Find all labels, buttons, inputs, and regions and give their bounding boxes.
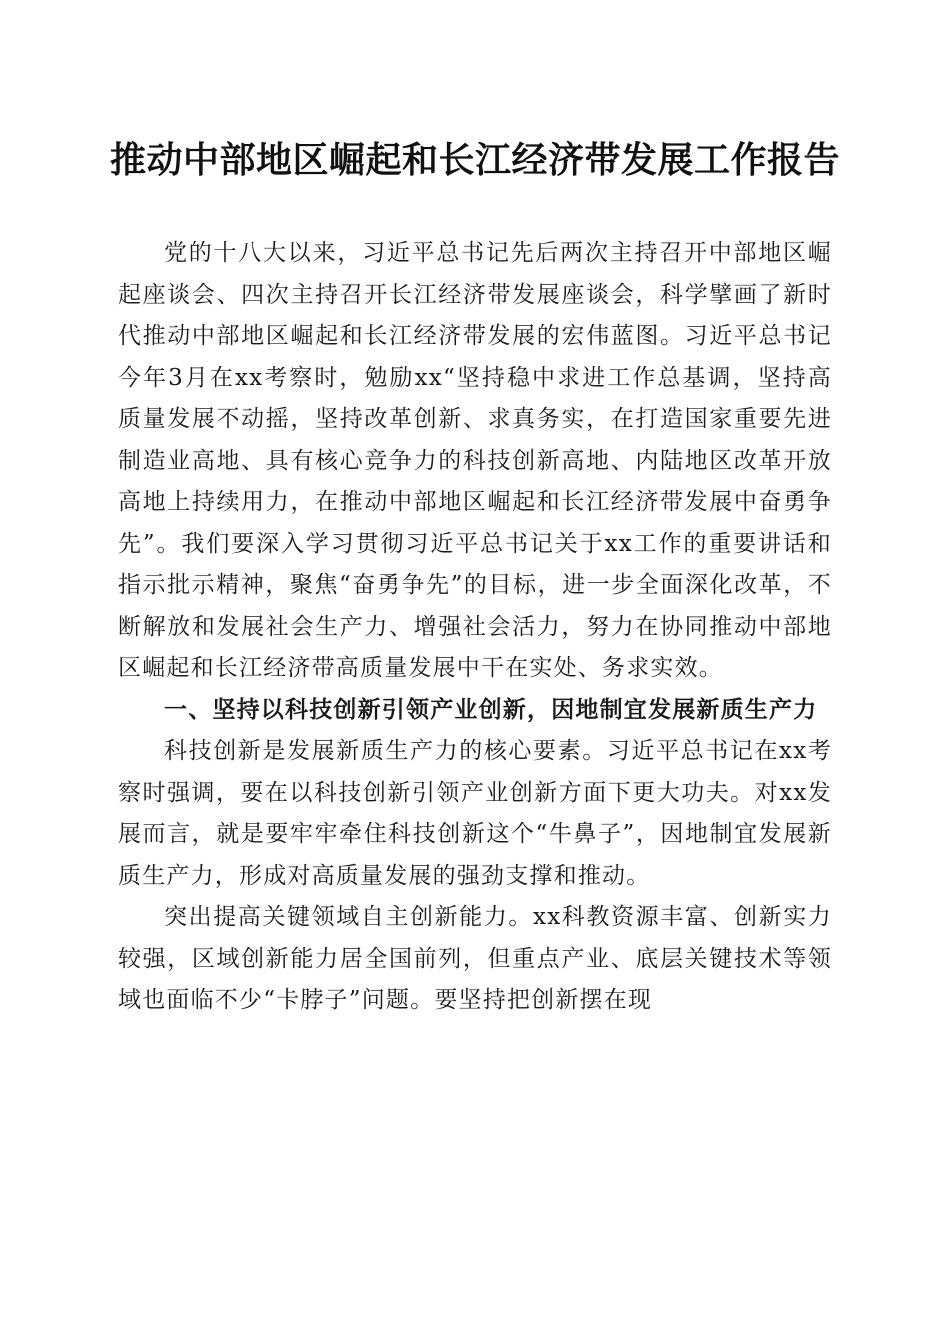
document-title: 推动中部地区崛起和长江经济带发展工作报告 xyxy=(109,139,840,181)
document-body xyxy=(118,233,832,1022)
paragraph-section-1-intro: 科技创新是发展新质生产力的核心要素。习近平总书记在xx考察时强调，要在以科技创新引领产业创新方面下更大功夫。对xx发展而言，就是要牢牢牵住科技创新这个“牛鼻子”，因地制宜发展新质生产力，形成对高质量发展的强劲支撑和推动。 xyxy=(118,738,832,889)
paragraph-section-1-point-1: 突出提高关键领域自主创新能力。xx科教资源丰富、创新实力较强，区域创新能力居全国前列，但重点产业、底层关键技术等领域也面临不少“卡脖子”问题。要坚持把创新摆在现 xyxy=(118,904,832,1013)
section-heading-1: 一、坚持以科技创新引领产业创新，因地制宜发展新质生产力 xyxy=(164,696,818,723)
paragraph-intro: 党的十八大以来，习近平总书记先后两次主持召开中部地区崛起座谈会、四次主持召开长江经济带发展座谈会，科学擘画了新时代推动中部地区崛起和长江经济带发展的宏伟蓝图。习近平总书记今年3月在xx考察时，勉励xx“坚持稳中求进工作总基调，坚持高质量发展不动摇，坚持改革创新、求真务实，在打造国家重要先进制造业高地、具有核心竞争力的科技创新高地、内陆地区改革开放高地上持续用力，在推动中部地区崛起和长江经济带发展中奋勇争先”。我们要深入学习贯彻习近平总书记关于xx工作的重要讲话和指示批示精神，聚焦“奋勇争先”的目标，进一步全面深化改革，不断解放和发展社会生产力、增强社会活力，努力在协同推动中部地区崛起和长江经济带高质量发展中干在实处、务求实效。 xyxy=(118,240,832,681)
